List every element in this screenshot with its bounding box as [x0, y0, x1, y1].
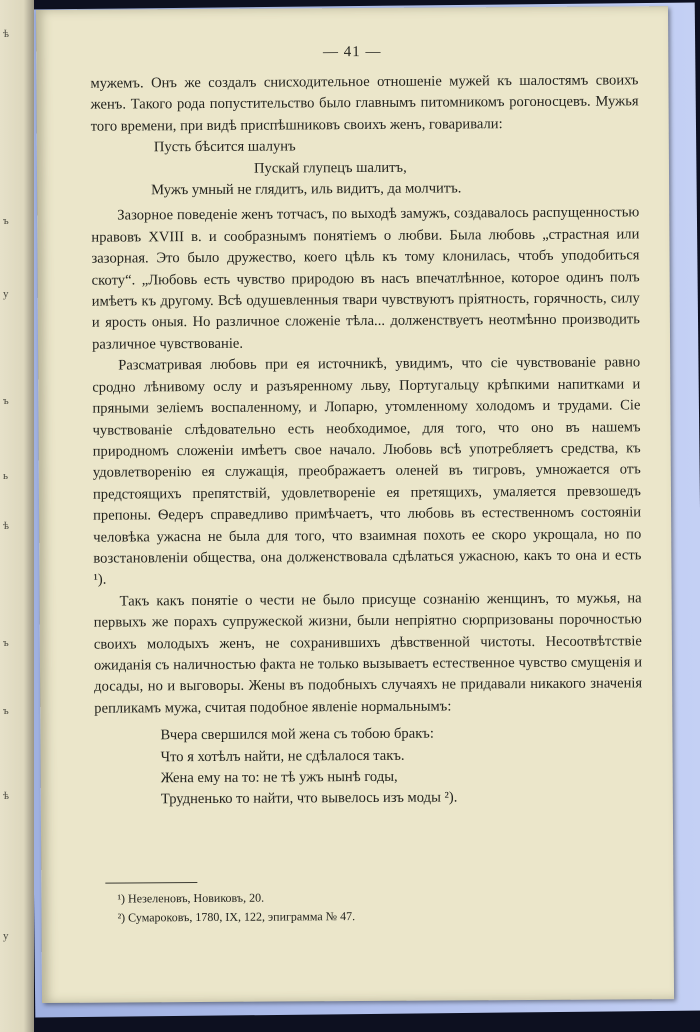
- footnote: ²) Сумароковъ, 1780, IX, 122, эпиграмма № 47.: [117, 909, 356, 925]
- verse-line: Мужъ умный не глядитъ, иль видитъ, да молчитъ.: [151, 180, 462, 199]
- paragraph: Разсматривая любовь при ея источникѣ, увидимъ, что сіе чувствованіе равно сродно лѣнивому ослу и разъяренному льву, Португальцу крѣпкими напитками и пряными зеліемъ воспаленному, и Лопарю, утомленному холодомъ и трудами. Сіе чувствованіе слѣдовательно есть необходимое, для того, что оно въ нашемъ природномъ сложеніи имѣетъ свое начало. Любовь всѣ употребляетъ средства, къ удовлетворенію ея служащія, преображаетъ оленей въ тигровъ, умножается отъ предстоящихъ препятствій, удовлетвореніе ея претящихъ, умаляется превзошедъ препоны. Ѳедеръ справедливо примѣчаетъ, что любовь въ естественномъ состояніи человѣка ужасна не была для того, что взаимная похоть ее скоро укрощала, но по возстановленіи общества, она долженствовала сдѣлаться ужасною, какъ то она и есть ¹).: [92, 354, 642, 589]
- page-body: [90, 70, 642, 811]
- previous-page-text: ъ: [3, 705, 9, 717]
- previous-page-text: у: [3, 930, 9, 942]
- verse-line: Пусть бѣсится шалунъ: [153, 138, 296, 156]
- previous-page-text: ъ: [3, 215, 9, 227]
- previous-page-text: ѣ: [3, 28, 9, 40]
- book-page: [36, 6, 674, 1003]
- verse-line: Трудненько то найти, что вывелось изъ моды ²).: [160, 789, 458, 808]
- verse-quote: [91, 135, 639, 203]
- paragraph: мужемъ. Онъ же создалъ снисходительное отношеніе мужей къ шалостямъ своихъ женъ. Такого рода попустительство было главнымъ питомникомъ рогоносцевъ. Мужья того времени, при видѣ приспѣшниковъ своихъ женъ, говаривали:: [90, 72, 639, 135]
- previous-page-text: ѣ: [3, 790, 9, 802]
- verse-line: Пускай глупецъ шалитъ,: [253, 159, 407, 177]
- footnotes: [117, 888, 355, 927]
- previous-page-text: ь: [3, 470, 9, 482]
- previous-page-edge: [0, 0, 34, 1032]
- footnote-divider: [105, 882, 197, 884]
- page-number: — 41 —: [322, 43, 382, 61]
- previous-page-text: ъ: [3, 637, 9, 649]
- verse-line: Жена ему на то: не тѣ ужъ нынѣ годы,: [160, 768, 398, 787]
- epigram-quote: [94, 722, 643, 811]
- paragraph: Такъ какъ понятіе о чести не было присуще сознанію женщинъ, то мужья, на первыхъ же порахъ супружеской жизни, были непріятно сюрпризованы порочностью своихъ молодыхъ женъ, не сохранившихъ дѣвственной чистоты. Несоотвѣтствіе ожиданія съ наличностью факта не только вызываетъ естественное чувство смущенія и досады, но и выговоры. Жены въ подобныхъ случаяхъ не придавали никакого значенія репликамъ мужа, считая подобное явленіе нормальнымъ:: [93, 590, 643, 717]
- previous-page-text: ъ: [3, 395, 9, 407]
- previous-page-text: ѣ: [3, 520, 9, 532]
- footnote: ¹) Незеленовъ, Новиковъ, 20.: [117, 890, 265, 906]
- verse-line: Вчера свершился мой жена съ тобою бракъ:: [160, 725, 434, 744]
- paragraph: Зазорное поведеніе женъ тотчасъ, по выходѣ замужъ, создавалось распущенностью нравовъ XVIII в. и сообразнымъ понятіемъ о любви. Была любовь „страстная или зазорная. Это было дружество, коего цѣль къ тому клонилась, чтобъ уподобиться скоту“. „Любовь есть чувство природою въ насъ впечатлѣнное, которое одинъ полъ имѣетъ къ другому. Всѣ одушевленныя твари чувствуютъ пріятность, горячность, силу и ярость оныя. Но различное сложеніе тѣла... долженствуетъ неотмѣнно производить различное чувствованіе.: [91, 204, 640, 353]
- verse-line: Что я хотѣлъ найти, не сдѣлалося такъ.: [160, 747, 405, 765]
- previous-page-text: у: [3, 288, 9, 300]
